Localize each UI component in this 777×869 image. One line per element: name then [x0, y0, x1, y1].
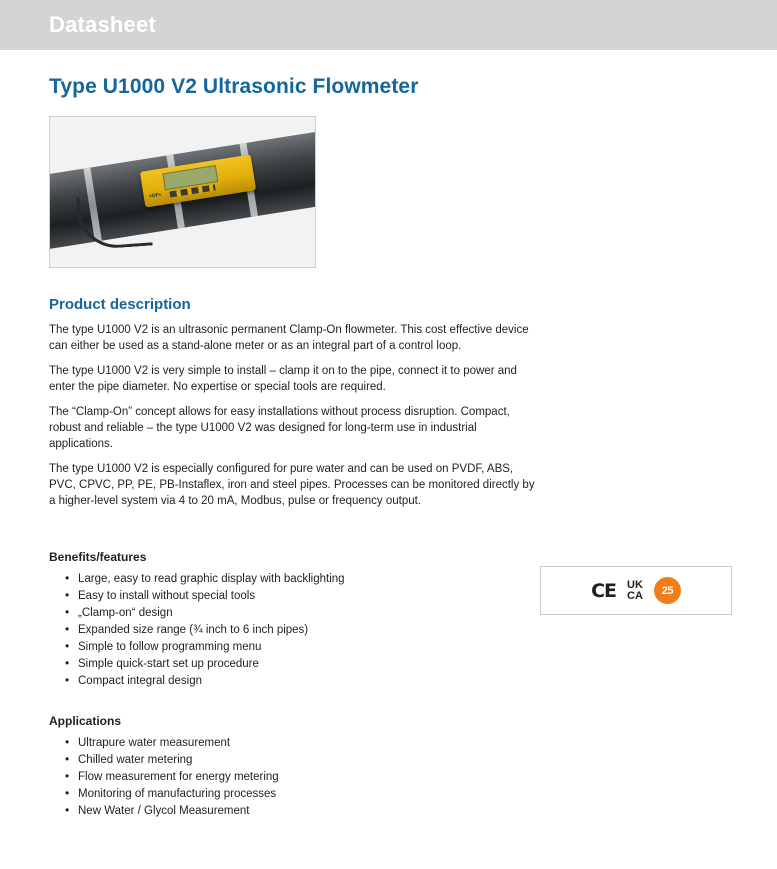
- list-item: • Chilled water metering: [65, 752, 541, 769]
- ukca-mark-icon: [627, 580, 643, 602]
- product-description-heading: Product description: [49, 296, 191, 313]
- list-item: • Large, easy to read graphic display with backlighting: [65, 571, 541, 588]
- spacer: [49, 518, 728, 550]
- list-item: • „Clamp-on“ design: [65, 605, 541, 622]
- list-item: • Simple to follow programming menu: [65, 639, 541, 656]
- benefits-section: [49, 550, 541, 690]
- header-band: [0, 0, 777, 50]
- ukca-line-2: CA: [627, 589, 643, 602]
- list-item: • Monitoring of manufacturing processes: [65, 786, 541, 803]
- applications-section: [49, 714, 541, 820]
- applications-list: [49, 735, 541, 820]
- certification-box: [540, 566, 732, 615]
- description-paragraph: The type U1000 V2 is very simple to install – clamp it on to the pipe, connect it to power and enter the pipe diameter. No expertise or special tools are required.: [49, 365, 517, 393]
- applications-heading: Applications: [49, 714, 122, 728]
- description-paragraph: The type U1000 V2 is an ultrasonic permanent Clamp-On flowmeter. This cost effective device can either be used as a stand-alone meter or as an integral part of a control loop.: [49, 324, 529, 352]
- header-title: Datasheet: [49, 12, 156, 37]
- list-item: • New Water / Glycol Measurement: [65, 803, 541, 820]
- description-paragraph: The type U1000 V2 is especially configured for pure water and can be used on PVDF, ABS, PVC, CPVC, PP, PE, PB-Instaflex, iron and steel pipes. Processes can be monitored directly by a higher-level system via 4 to 20 mA, Modbus, pulse or frequency output.: [49, 463, 535, 507]
- certification-marks: [541, 567, 731, 614]
- badge-number: 25: [661, 584, 674, 597]
- page-content: [0, 50, 777, 820]
- list-item: • Compact integral design: [65, 673, 541, 690]
- description-paragraph: The “Clamp-On” concept allows for easy installations without process disruption. Compact, robust and reliable – the type U1000 V2 was designed for long-term use in industrial applications.: [49, 406, 510, 450]
- anniversary-badge-icon: [654, 577, 681, 604]
- ukca-line-1: UK: [627, 578, 643, 591]
- spacer: [49, 690, 728, 714]
- ce-mark-icon: CE: [591, 579, 617, 602]
- benefits-list: [49, 571, 541, 690]
- brand-logo-icon: +GF+: [148, 191, 162, 200]
- list-item: • Expanded size range (¾ inch to 6 inch pipes): [65, 622, 541, 639]
- benefits-heading: Benefits/features: [49, 550, 147, 564]
- product-description-section: [49, 296, 541, 509]
- page-title: Type U1000 V2 Ultrasonic Flowmeter: [49, 75, 419, 98]
- list-item: • Simple quick-start set up procedure: [65, 656, 541, 673]
- list-item: • Flow measurement for energy metering: [65, 769, 541, 786]
- list-item: • Ultrapure water measurement: [65, 735, 541, 752]
- list-item: • Easy to install without special tools: [65, 588, 541, 605]
- product-image: [49, 116, 316, 268]
